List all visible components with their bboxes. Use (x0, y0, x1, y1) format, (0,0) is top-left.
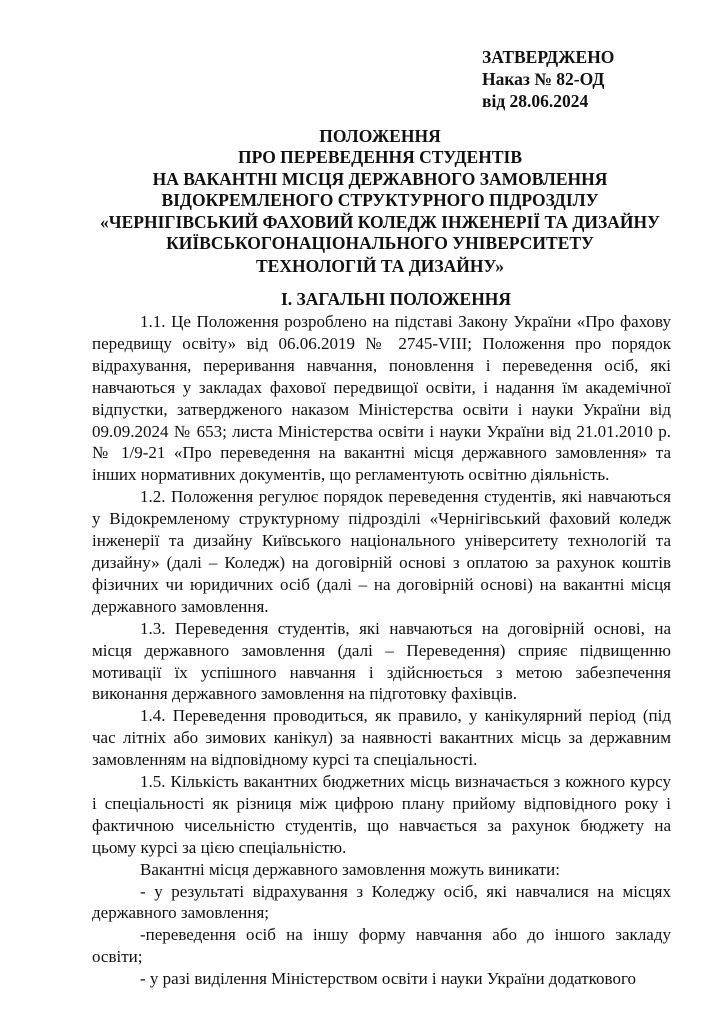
title-line: НА ВАКАНТНІ МІСЦЯ ДЕРЖАВНОГО ЗАМОВЛЕННЯ (152, 168, 608, 189)
paragraph-1-5: 1.5. Кількість вакантних бюджетних місць визначається з кожного курсу і спеціальності як різниця між цифрою плану прийому відповідного року і фактичною чисельністю студентів, що навчається за рахунок бюджету на цьому курсі за цією спеціальністю. (92, 772, 671, 857)
section-body (92, 311, 671, 990)
approval-label: ЗАТВЕРДЖЕНО (482, 47, 615, 67)
paragraph-1-2: 1.2. Положення регулює порядок переведення студентів, які навчаються у Відокремленому структурному підрозділі «Чернігівський фаховий коледж інженерії та дизайну Київського національного університету технологій та дизайну» (далі – Коледж) на договірній основі з оплатою за рахунок коштів фізичних чи юридичних осіб (далі – на договірній основі) на вакантні місця державного замовлення. (92, 487, 671, 616)
paragraph-1-3: 1.3. Переведення студентів, які навчаються на договірній основі, на місця державного замовлення (далі – Переведення) сприяє підвищенню мотивації їх успішного навчання і здійснюється з метою забезпечення виконання державного замовлення на підготовку фахівців. (92, 618, 671, 704)
order-number: Наказ № 82-ОД (482, 69, 605, 89)
list-item: -переведення осіб на іншу форму навчання або до іншого закладу освіти; (92, 925, 671, 967)
vacancy-intro: Вакантні місця державного замовлення можуть виникати: (140, 859, 560, 879)
list-item: - у разі виділення Міністерством освіти і науки України додаткового (140, 969, 637, 989)
title-line: ВІДОКРЕМЛЕНОГО СТРУКТУРНОГО ПІДРОЗДІЛУ (161, 190, 599, 211)
title-line: ПРО ПЕРЕВЕДЕННЯ СТУДЕНТІВ (238, 147, 522, 168)
title-line: КИЇВСЬКОГОНАЦІОНАЛЬНОГО УНІВЕРСИТЕТУ (166, 233, 594, 254)
document-title (90, 126, 670, 278)
title-line: «ЧЕРНІГІВСЬКИЙ ФАХОВИЙ КОЛЕДЖ ІНЖЕНЕРІЇ ТА ДИЗАЙНУ (100, 211, 660, 232)
list-item: - у результаті відрахування з Коледжу осіб, які навчалися на місцях державного замовлення; (92, 881, 671, 923)
approval-stamp (482, 46, 614, 112)
paragraph-1-1: 1.1. Це Положення розроблено на підставі Закону України «Про фахову передвищу освіту» від 06.06.2019 № 2745-VIII; Положення про порядок відрахування, переривання навчання, поновлення і переведення осіб, які навчаються у закладах фахової передвищої освіти, і надання їм академічної відпустки, затвердженого наказом Міністерства освіти і науки України від 09.09.2024 № 653; листа Міністерства освіти і науки України від 21.01.2010 р. № 1/9-21 «Про переведення на вакантні місця державного замовлення» та інших нормативних документів, що регламентують освітню діяльність. (92, 312, 671, 485)
title-line: ПОЛОЖЕННЯ (319, 126, 441, 146)
section-heading: І. ЗАГАЛЬНІ ПОЛОЖЕННЯ (280, 289, 512, 309)
paragraph-1-4: 1.4. Переведення проводиться, як правило, у канікулярний період (під час літніх або зимових канікул) за наявності вакантних місць за державним замовленням на відповідному курсі та спеціальності. (92, 706, 671, 770)
title-line: ТЕХНОЛОГІЙ ТА ДИЗАЙНУ» (256, 256, 504, 277)
order-date: від 28.06.2024 (482, 91, 589, 111)
